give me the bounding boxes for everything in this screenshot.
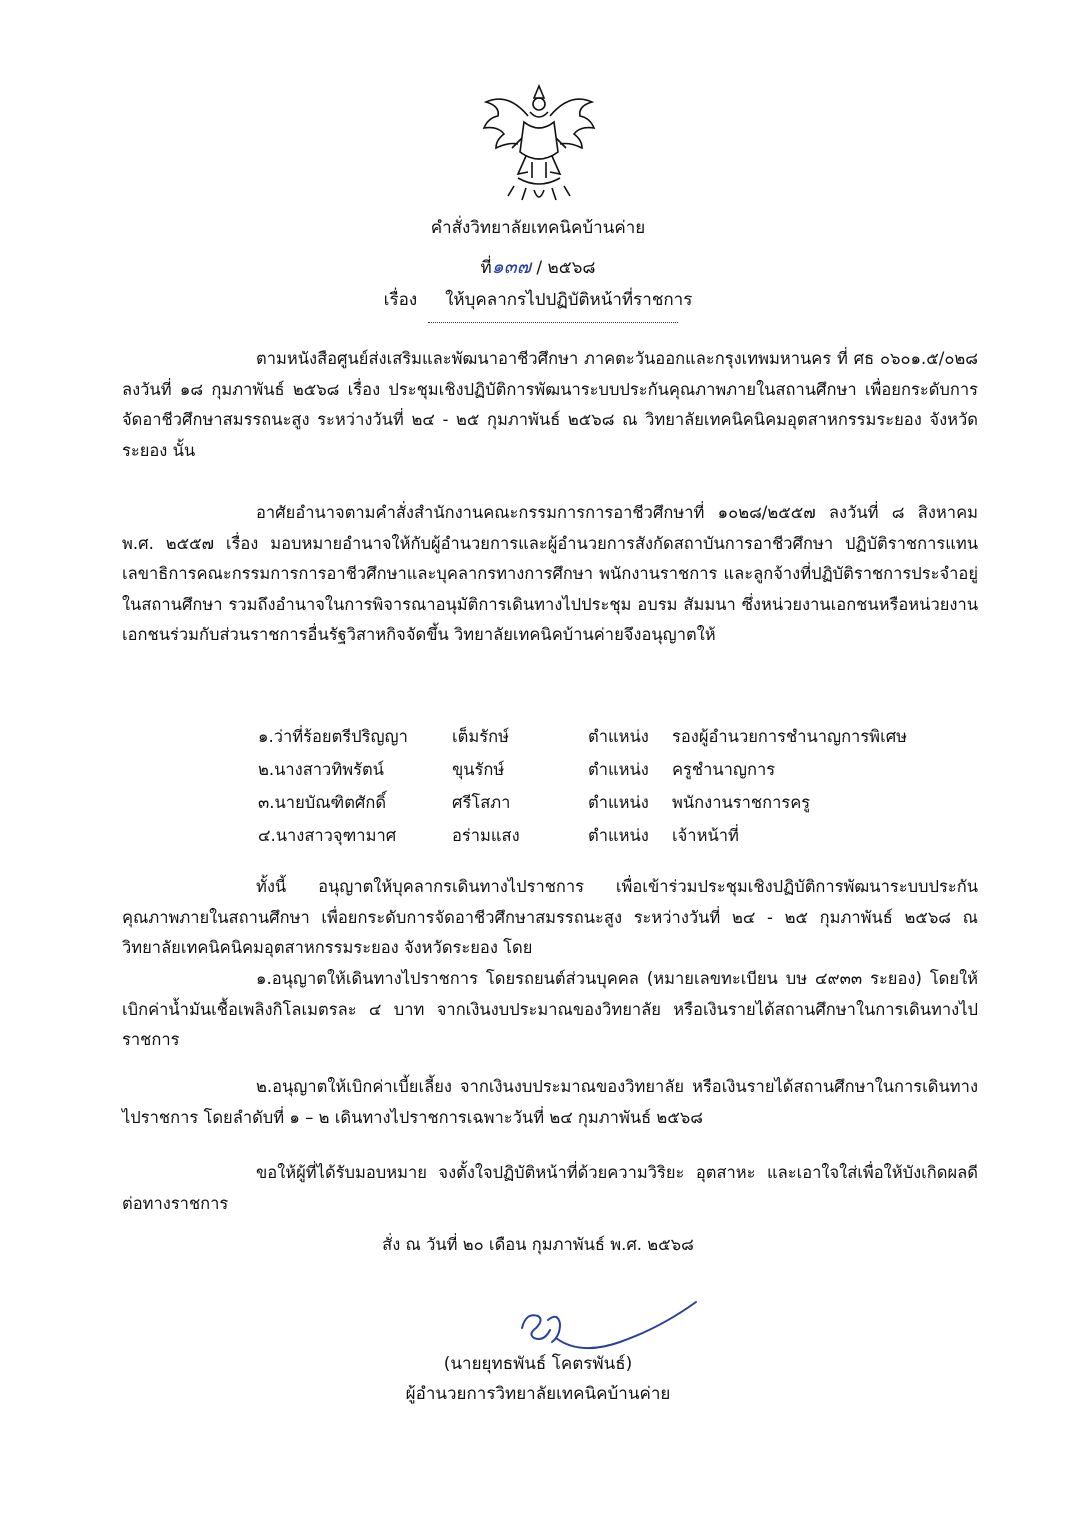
permission-item-travel: [122, 964, 978, 1056]
permission-item-allowance-text: ๒.อนุญาตให้เบิกค่าเบี้ยเลี้ยง จากเงินงบประมาณของวิทยาลัย หรือเงินรายได้สถานศึกษาในการเดินทางไปราชการ โดยลำดับที่ ๑ – ๒ เดินทางไปราชการเฉพาะวันที่ ๒๔ กุมภาพันธ์ ๒๕๖๘: [122, 1077, 978, 1127]
staff-position: เจ้าหน้าที่: [672, 825, 739, 845]
subject-label: เรื่อง: [383, 290, 418, 310]
staff-surname: อร่ามแสง: [452, 825, 520, 845]
paragraph-closing: [122, 1158, 978, 1219]
staff-position-label: ตำแหน่ง: [588, 792, 649, 812]
paragraph-permission: [122, 872, 978, 964]
staff-row: [258, 819, 907, 852]
order-number-handwritten: ๑๓๗: [491, 256, 532, 278]
staff-surname: เต็มรักษ์: [452, 726, 509, 746]
order-number-year: / ๒๕๖๘: [536, 258, 596, 278]
permission-item-travel-text: ๑.อนุญาตให้เดินทางไปราชการ โดยรถยนต์ส่วนบุคคล (หมายเลขทะเบียน บษ ๔๙๓๓ ระยอง) โดยให้เบิกค่าน้ำมันเชื้อเพลิงกิโลเมตรละ ๔ บาท จากเงินงบประมาณของวิทยาลัย หรือเงินรายได้สถานศึกษาในการเดินทางไปราชการ: [122, 969, 978, 1049]
signer-position: ผู้อำนวยการวิทยาลัยเทคนิคบ้านค่าย: [405, 1384, 671, 1404]
staff-position-label: ตำแหน่ง: [588, 726, 649, 746]
paragraph-reference-text: ตามหนังสือศูนย์ส่งเสริมและพัฒนาอาชีวศึกษา ภาคตะวันออกและกรุงเทพมหานคร ที่ ศธ ๐๖๐๑.๕/๐๒๘ ลงวันที่ ๑๘ กุมภาพันธ์ ๒๕๖๘ เรื่อง ประชุมเชิงปฏิบัติการพัฒนาระบบประกันคุณภาพภายในสถานศึกษา เพื่อยกระดับการจัดอาชีวศึกษาสมรรถนะสูง ระหว่างวันที่ ๒๔ - ๒๕ กุมภาพันธ์ ๒๕๖๘ ณ วิทยาลัยเทคนิคนิคมอุตสาหกรรมระยอง จังหวัดระยอง นั้น: [122, 349, 978, 460]
staff-name: ๔.นางสาวจุฑามาศ: [258, 825, 397, 845]
order-date: สั่ง ณ วันที่ ๒๐ เดือน กุมภาพันธ์ พ.ศ. ๒๕๖๘: [382, 1235, 694, 1254]
paragraph-authority-text: อาศัยอำนาจตามคำสั่งสำนักงานคณะกรรมการการอาชีวศึกษาที่ ๑๐๒๘/๒๕๕๗ ลงวันที่ ๘ สิงหาคม พ.ศ. ๒๕๕๗ เรื่อง มอบหมายอำนาจให้กับผู้อำนวยการและผู้อำนวยการสังกัดสถาบันการอาชีวศึกษา ปฏิบัติราชการแทนเลขาธิการคณะกรรมการการอาชีวศึกษาและบุคลากรทางการศึกษา พนักงานราชการ และลูกจ้างที่ปฏิบัติราชการประจำอยู่ในสถานศึกษา รวมถึงอำนาจในการพิจารณาอนุมัติการเดินทางไปประชุม อบรม สัมมนา ซึ่งหน่วยงานเอกชนหรือหน่วยงานเอกชนร่วมกับส่วนราชการอื่นรัฐวิสาหกิจจัดขึ้น วิทยาลัยเทคนิคบ้านค่ายจึงอนุญาตให้: [122, 503, 978, 644]
staff-row: [258, 753, 907, 786]
staff-position: พนักงานราชการครู: [672, 792, 811, 812]
handwritten-signature: [500, 1298, 700, 1358]
permission-item-allowance: [122, 1072, 978, 1133]
staff-position: รองผู้อำนวยการชำนาญการพิเศษ: [672, 726, 908, 746]
staff-name: ๓.นายบัณฑิตศักดิ์: [258, 792, 387, 812]
signer-name: (นายยุทธพันธ์ โคตรพันธ์): [443, 1354, 633, 1374]
staff-position: ครูชำนาญการ: [672, 759, 776, 779]
staff-surname: ศรีโสภา: [452, 792, 511, 812]
subject-text: ให้บุคลากรไปปฏิบัติหน้าที่ราชการ: [445, 290, 693, 310]
staff-name: ๑.ว่าที่ร้อยตรีปริญญา: [258, 726, 408, 746]
staff-row: [258, 720, 907, 753]
order-number: [0, 252, 1076, 282]
staff-position-label: ตำแหน่ง: [588, 825, 649, 845]
order-number-prefix: ที่: [480, 258, 492, 278]
staff-name: ๒.นางสาวทิพรัตน์: [258, 759, 384, 779]
header-divider: [428, 322, 678, 323]
order-subject: [0, 286, 1076, 313]
order-title: คำสั่งวิทยาลัยเทคนิคบ้านค่าย: [430, 218, 646, 238]
staff-row: [258, 786, 907, 819]
paragraph-authority: [122, 498, 978, 651]
staff-position-label: ตำแหน่ง: [588, 759, 649, 779]
staff-surname: ขุนรักษ์: [452, 759, 505, 779]
garuda-emblem: [478, 82, 600, 206]
paragraph-reference: [122, 344, 978, 466]
paragraph-closing-text: ขอให้ผู้ที่ได้รับมอบหมาย จงตั้งใจปฏิบัติหน้าที่ด้วยความวิริยะ อุตสาหะ และเอาใจใส่เพื่อให้บังเกิดผลดีต่อทางราชการ: [122, 1163, 978, 1213]
staff-list: [258, 720, 907, 852]
paragraph-permission-text: ทั้งนี้ อนุญาตให้บุคลากรเดินทางไปราชการ เพื่อเข้าร่วมประชุมเชิงปฏิบัติการพัฒนาระบบประกันคุณภาพภายในสถานศึกษา เพื่อยกระดับการจัดอาชีวศึกษาสมรรถนะสูง ระหว่างวันที่ ๒๔ - ๒๕ กุมภาพันธ์ ๒๕๖๘ ณ วิทยาลัยเทคนิคนิคมอุตสาหกรรมระยอง จังหวัดระยอง โดย: [122, 877, 978, 957]
